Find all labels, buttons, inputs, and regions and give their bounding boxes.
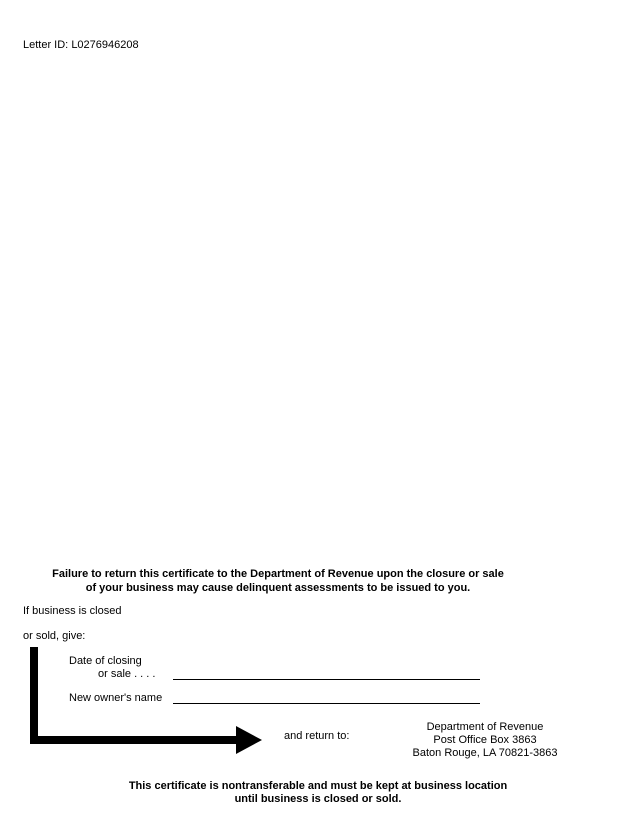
footer-line-1: This certificate is nontransferable and must be kept at business location <box>128 780 508 792</box>
address-line-2: Post Office Box 3863 <box>433 734 537 746</box>
closure-intro-line-2: or sold, give: <box>23 630 86 642</box>
warning-line-1: Failure to return this certificate to the Department of Revenue upon the closure or sale <box>52 568 504 580</box>
warning-line-2: of your business may cause delinquent assessments to be issued to you. <box>85 582 471 594</box>
new-owner-name-label: New owner's name <box>69 692 163 704</box>
footer-line-2: until business is closed or sold. <box>234 793 402 805</box>
nontransferable-notice <box>90 780 546 806</box>
return-address <box>406 721 564 760</box>
return-to-label: and return to: <box>284 730 350 742</box>
new-owner-name-field[interactable] <box>173 703 480 704</box>
arrow-head <box>236 726 262 754</box>
arrow-horizontal-bar <box>30 736 238 744</box>
address-line-3: Baton Rouge, LA 70821-3863 <box>412 747 558 759</box>
closure-intro-line-1: If business is closed <box>23 605 122 617</box>
date-of-closing-label: Date of closing <box>69 655 142 667</box>
letter-id-value: L0276946208 <box>71 39 139 51</box>
date-of-closing-field[interactable] <box>173 679 480 680</box>
address-line-1: Department of Revenue <box>426 721 544 733</box>
letter-id-label: Letter ID: <box>23 39 69 51</box>
arrow-vertical-bar <box>30 647 38 744</box>
date-of-closing-label-cont: or sale . . . . <box>98 668 156 680</box>
